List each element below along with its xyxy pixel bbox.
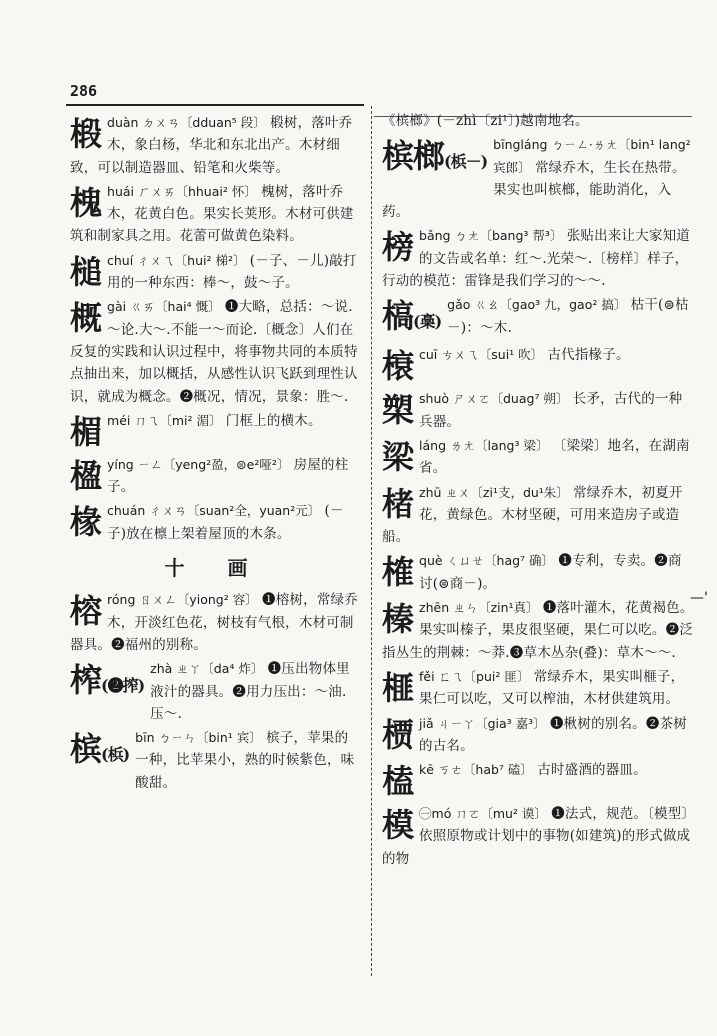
dictionary-entry: [70, 250, 360, 295]
headword-character: 榨: [70, 661, 102, 700]
dictionary-entry: [382, 388, 694, 433]
entry-pronunciation: kē ㄎㄜ〔hab⁷ 磕〕: [419, 762, 533, 778]
dictionary-entry: [382, 759, 694, 801]
entry-definition: 椴树，落叶乔木，象白杨，华北和东北出产。木材细致，可以制造器皿、铅笔和火柴等。: [70, 115, 353, 176]
dictionary-entry: [70, 658, 360, 725]
headword-character: 槚: [382, 715, 414, 754]
entry-headword: [382, 552, 413, 592]
entry-pronunciation: zhēn ㄓㄣ〔zin¹真〕: [419, 600, 539, 616]
dictionary-entry: [382, 294, 694, 342]
edge-mark: —': [690, 590, 708, 606]
dictionary-entry: [70, 410, 360, 452]
headword-character: 概: [70, 299, 102, 338]
entry-definition: 槐树，落叶乔木，花黄白色。果实长荚形。木材可供建筑和制家具之用。花蕾可做黄色染料。: [70, 183, 354, 245]
entry-pronunciation: yíng ㄧㄥ〔yeng²盈，⊜e²哑²〕: [107, 456, 290, 472]
dictionary-entry: [382, 550, 694, 595]
entry-definition: 〔梁梁〕地名，在湖南省。: [419, 437, 690, 477]
entry-pronunciation: fěi ㄈㄟ〔pui² 匪〕: [419, 668, 530, 684]
dictionary-entry: [382, 597, 694, 664]
entry-headword: [382, 761, 413, 801]
entry-pronunciation: gǎo ㄍㄠ〔gao³ 九，gao² 搞〕: [447, 297, 627, 313]
entry-pronunciation: zhū ㄓㄨ〔zi¹支，du¹朱〕: [419, 484, 569, 500]
dictionary-entry: [70, 296, 360, 407]
entry-pronunciation: duàn ㄉㄨㄢ〔dduan⁵ 段〕: [107, 115, 266, 130]
entry-definition: ❶法式，规范。〔模型〕依照原物或计划中的事物(如建筑)的形式做成的物: [382, 806, 691, 867]
headword-character: 槁: [382, 297, 414, 336]
entry-headword: [382, 715, 413, 755]
headword-character: 槐: [70, 183, 102, 222]
page-number: 286: [70, 82, 98, 100]
dictionary-entry: [382, 110, 694, 132]
entry-pronunciation: méi ㄇㄟ〔mi² 湄〕: [107, 412, 222, 428]
entry-definition: 张贴出来让大家知道的文告或名单：红～.光荣～.〔榜样〕样子，行动的模范：雷锋是我们学习的～～.: [382, 228, 690, 290]
dictionary-entry: [70, 454, 360, 499]
entry-pronunciation: bīngláng ㄅㄧㄥ·ㄌㄤ〔bin¹ lang² 宾郎〕: [493, 137, 691, 175]
entry-definition: 古代指椽子。: [547, 347, 630, 364]
headword-character: 楮: [382, 484, 414, 523]
entry-headword: [70, 591, 101, 631]
entry-definition: 《槟榔》(－zhì〔zi¹〕)越南地名。: [382, 113, 589, 129]
left-entry-list: [70, 112, 360, 545]
entry-pronunciation: huái ㄏㄨㄞ〔hhuai² 怀〕: [107, 183, 257, 199]
headword-character: 槌: [70, 252, 102, 291]
entry-headword: [382, 805, 413, 845]
right-column: [382, 110, 694, 872]
entry-pronunciation: què ㄑㄩㄝ〔hag⁷ 确〕: [419, 553, 555, 569]
entry-headword: [382, 484, 413, 524]
entry-definition: ❶专利，专卖。❷商讨(⊜商－)。: [419, 553, 682, 592]
headword-variant: (❷搾): [101, 676, 145, 696]
entry-headword: [382, 668, 413, 708]
entry-pronunciation: chuí ㄔㄨㄟ〔hui² 梯²〕: [107, 252, 246, 268]
entry-definition: 常绿乔木，果实叫榧子，果仁可以吃，又可以榨油，木材供建筑用。: [419, 668, 685, 708]
headword-variant: (槀): [413, 312, 442, 332]
entry-headword: [382, 227, 413, 267]
dictionary-entry: [382, 435, 694, 480]
entry-definition: ❶落叶灌木，花黄褐色。果实叫榛子，果皮很坚硬，果仁可以吃。❷泛指丛生的荆棘：～莽.❸草木丛杂(叠)：草木～～.: [382, 600, 694, 661]
entry-definition: 枯干(⊜枯－)：～木.: [447, 297, 689, 336]
entry-headword: [70, 729, 129, 775]
headword-character: 槟榔: [382, 137, 445, 176]
entry-definition: 古时盛酒的器皿。: [537, 762, 647, 779]
entry-headword: [382, 390, 413, 430]
dictionary-entry: [70, 727, 360, 794]
entry-definition: 长矛，古代的一种兵器。: [419, 391, 683, 430]
entry-pronunciation: gài ㄍㄞ〔hai⁴ 慨〕: [107, 299, 221, 315]
entry-headword: [382, 346, 413, 386]
headword-character: 楣: [70, 412, 102, 451]
entry-pronunciation: cuī ㄘㄨㄟ〔sui¹ 吹〕: [419, 347, 544, 363]
entry-pronunciation: róng ㄖㄨㄥ〔yiong² 容〕: [107, 592, 258, 608]
entry-pronunciation: jiǎ ㄐㄧㄚ〔gia³ 嘉³〕: [419, 715, 546, 731]
entry-headword: [70, 502, 101, 542]
headword-variant: (梹): [101, 745, 130, 765]
entry-definition: 房屋的柱子。: [107, 456, 349, 496]
entry-headword: [382, 136, 487, 182]
entry-pronunciation: bīn ㄅㄧㄣ〔bin¹ 宾〕: [135, 730, 262, 746]
entry-definition: 常绿乔木，初夏开花，黄绿色。木材坚硬，可用来造房子或造船。: [382, 484, 683, 546]
dictionary-entry: [70, 112, 360, 179]
entry-definition: 门框上的横木。: [225, 412, 322, 429]
headword-character: 榷: [382, 553, 414, 592]
entry-pronunciation: shuò ㄕㄨㄛ〔duag⁷ 朔〕: [419, 391, 569, 407]
left-column: [70, 112, 360, 796]
dictionary-entry: [70, 500, 360, 545]
top-rule: [66, 104, 364, 106]
headword-character: 榕: [70, 592, 102, 631]
entry-definition: ❶压出物体里液汁的器具。❷用力压出：～油.压～.: [150, 661, 350, 722]
entry-pronunciation: láng ㄌㄤ〔lang³ 梁〕: [419, 437, 549, 453]
headword-character: 榜: [382, 228, 414, 267]
column-divider: [371, 106, 373, 976]
entry-pronunciation: ㊀mó ㄇㄛ〔mu² 谟〕: [419, 806, 547, 822]
headword-character: 榧: [382, 668, 414, 707]
entry-definition: ❶榕树，常绿乔木，开淡红色花，树枝有气根，木材可制器具。❷福州的别称。: [70, 592, 358, 653]
entry-definition: (－子、－儿)敲打用的一种东西：棒～，鼓～子。: [107, 252, 357, 292]
headword-character: 梁: [382, 437, 414, 476]
entry-pronunciation: zhà ㄓㄚ〔da⁴ 炸〕: [150, 661, 264, 677]
dictionary-entry: [382, 713, 694, 758]
entry-headword: [70, 456, 101, 496]
entry-headword: [70, 412, 101, 452]
entry-headword: [382, 599, 413, 639]
headword-character: 榱: [382, 347, 414, 386]
entry-definition: 槟子，苹果的一种，比苹果小，熟的时候紫色，味酸甜。: [135, 730, 355, 791]
entry-headword: [70, 660, 144, 706]
entry-definition: ❶大略，总括：～说.～论.大～.不能一～而论.〔概念〕人们在反复的实践和认识过程中，将事物共同的本质特点抽出来，加以概括，从感性认识飞跃到理性认识，就成为概念。❷概况，情况，景象：胜～.: [70, 299, 358, 405]
entry-pronunciation: chuán ㄔㄨㄢ〔suan²全，yuan²元〕: [107, 503, 321, 519]
entry-definition: ❶楸树的别名。❷茶树的古名。: [419, 715, 687, 754]
dictionary-entry: [70, 181, 360, 248]
dictionary-entry: [382, 344, 694, 386]
headword-character: 椴: [70, 115, 102, 153]
dictionary-entry: [382, 482, 694, 549]
entry-headword: [70, 183, 101, 223]
dictionary-entry: [382, 134, 694, 223]
headword-character: 模: [382, 806, 414, 845]
entry-headword: [70, 252, 101, 292]
entry-pronunciation: bǎng ㄅㄤ〔bang³ 帮³〕: [419, 228, 563, 244]
entry-headword: [70, 114, 101, 154]
right-entry-list: [382, 110, 694, 870]
entry-headword: [382, 437, 413, 477]
dictionary-entry: [382, 225, 694, 292]
headword-character: 楹: [70, 456, 102, 495]
headword-character: 榛: [382, 600, 414, 639]
dictionary-entry: [382, 666, 694, 711]
entry-definition: 常绿乔木，生长在热带。果实也叫槟榔，能助消化，入药。: [382, 159, 686, 221]
headword-character: 榼: [382, 762, 414, 801]
dictionary-entry: [382, 803, 694, 870]
entry-headword: [70, 298, 101, 338]
headword-character: 槊: [382, 391, 414, 430]
section-heading: 十 画: [164, 556, 266, 581]
headword-variant: (梹－): [444, 152, 488, 172]
headword-character: 槟: [70, 730, 102, 769]
entry-definition: (－子)放在檩上架着屋顶的木条。: [107, 503, 344, 542]
headword-character: 椽: [70, 503, 102, 542]
dictionary-entry: [70, 589, 360, 656]
left-entry-list-after-heading: [70, 589, 360, 794]
entry-headword: [382, 296, 441, 342]
